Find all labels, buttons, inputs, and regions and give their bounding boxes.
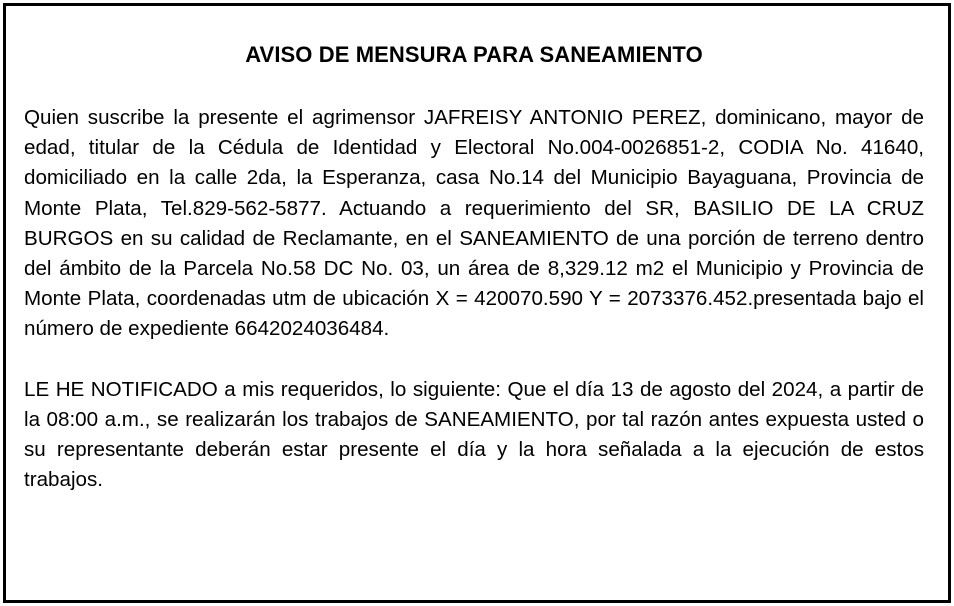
notice-paragraph-surveyor: Quien suscribe la presente el agrimensor JAFREISY ANTONIO PEREZ, dominicano, mayor de edad, titular de la Cédula de Identidad y Electoral No.004-0026851-2, CODIA No. 41640, domiciliado en la calle 2da, la Esperanza, casa No.14 del Municipio Bayaguana, Provincia de Monte Plata, Tel.829-562-5877. Actuando a requerimiento del SR, BASILIO DE LA CRUZ BURGOS en su calidad de Reclamante, en el SANEAMIENTO de una porción de terreno dentro del ámbito de la Parcela No.58 DC No. 03, un área de 8,329.12 m2 el Municipio y Provincia de Monte Plata, coordenadas utm de ubicación X = 420070.590 Y = 2073376.452.presentada bajo el número de expediente 6642024036484. [24,106,924,341]
notice-box [3,3,951,603]
notice-paragraph-notification: LE HE NOTIFICADO a mis requeridos, lo siguiente: Que el día 13 de agosto del 2024, a partir de la 08:00 a.m., se realizarán los trabajos de SANEAMIENTO, por tal razón antes expuesta usted o su representante deberán estar presente el día y la hora señalada a la ejecución de estos trabajos. [24,377,924,492]
notice-title: AVISO DE MENSURA PARA SANEAMIENTO [245,42,703,67]
